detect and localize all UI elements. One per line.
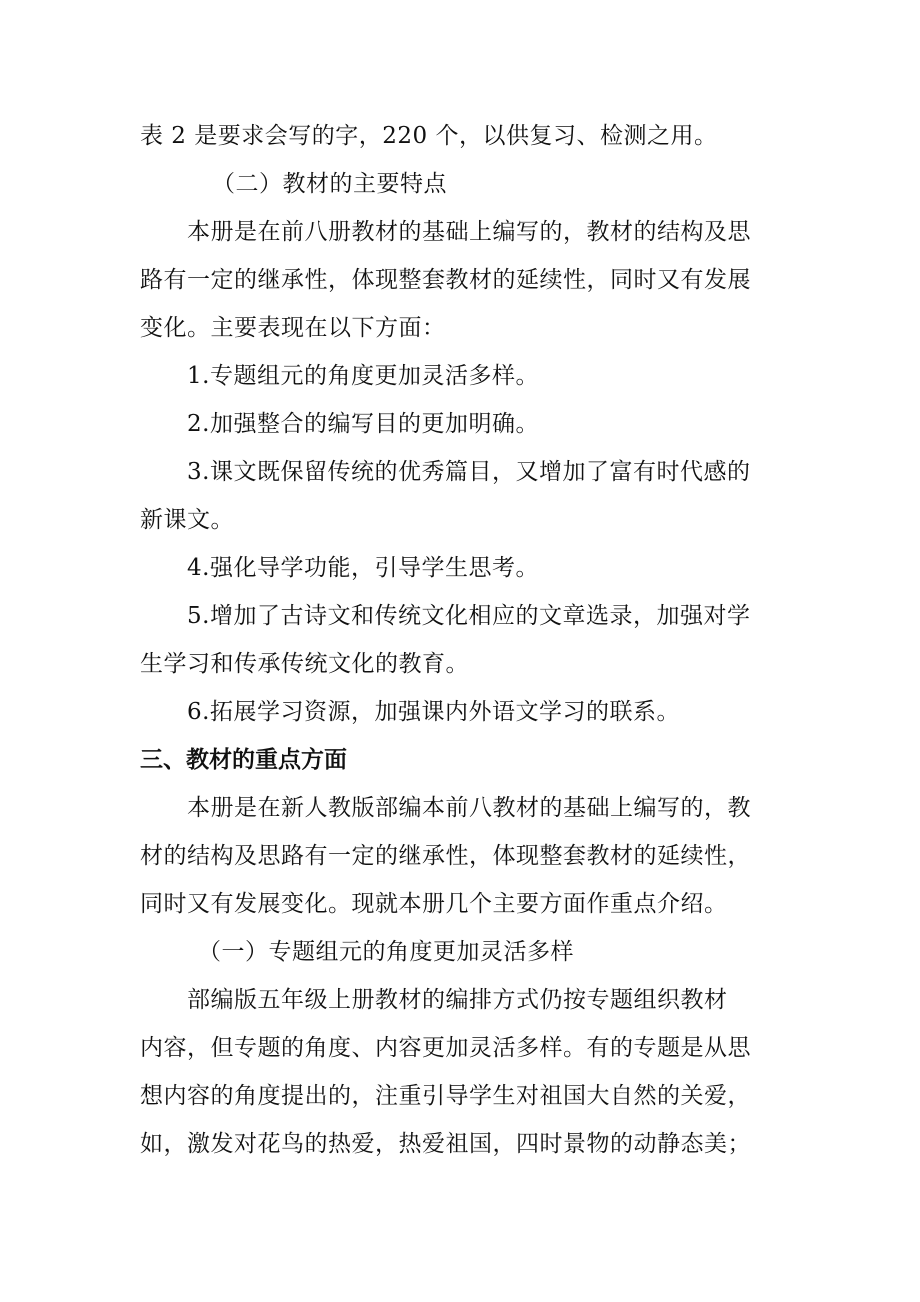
subheading-line: （二）教材的主要特点 xyxy=(212,171,447,197)
list-item-line: 生学习和传承传统文化的教育。 xyxy=(140,651,469,677)
paragraph-line: 部编版五年级上册教材的编排方式仍按专题组织教材 xyxy=(187,987,728,1013)
paragraph-line: 同时又有发展变化。现就本册几个主要方面作重点介绍。 xyxy=(140,891,728,917)
document-page xyxy=(140,112,795,1168)
paragraph-line: 想内容的角度提出的，注重引导学生对祖国大自然的关爱， xyxy=(140,1083,751,1109)
paragraph-line: 本册是在新人教版部编本前八教材的基础上编写的，教 xyxy=(187,795,751,821)
list-item-line: 5.增加了古诗文和传统文化相应的文章选录，加强对学 xyxy=(187,603,751,629)
list-item-line: 3.课文既保留传统的优秀篇目，又增加了富有时代感的 xyxy=(187,459,751,485)
list-item-line: 1.专题组元的角度更加灵活多样。 xyxy=(187,363,539,389)
paragraph-line: 如，激发对花鸟的热爱，热爱祖国，四时景物的动静态美； xyxy=(140,1131,751,1157)
list-item-line: 新课文。 xyxy=(140,507,234,533)
paragraph-line: 本册是在前八册教材的基础上编写的，教材的结构及思 xyxy=(187,219,751,245)
list-item-line: 4.强化导学功能，引导学生思考。 xyxy=(187,555,539,581)
list-item-line: 6.拓展学习资源，加强课内外语文学习的联系。 xyxy=(187,699,680,725)
paragraph-line: 表 2 是要求会写的字，220 个，以供复习、检测之用。 xyxy=(140,123,718,149)
paragraph-line: 路有一定的继承性，体现整套教材的延续性，同时又有发展 xyxy=(140,267,751,293)
paragraph-line: 变化。主要表现在以下方面： xyxy=(140,315,446,341)
paragraph-line: 内容，但专题的角度、内容更加灵活多样。有的专题是从思 xyxy=(140,1035,751,1061)
section-heading: 三、教材的重点方面 xyxy=(140,747,347,773)
paragraph-line: 材的结构及思路有一定的继承性，体现整套教材的延续性， xyxy=(140,843,751,869)
subheading-line: （一）专题组元的角度更加灵活多样 xyxy=(198,939,574,965)
list-item-line: 2.加强整合的编写目的更加明确。 xyxy=(187,411,539,437)
